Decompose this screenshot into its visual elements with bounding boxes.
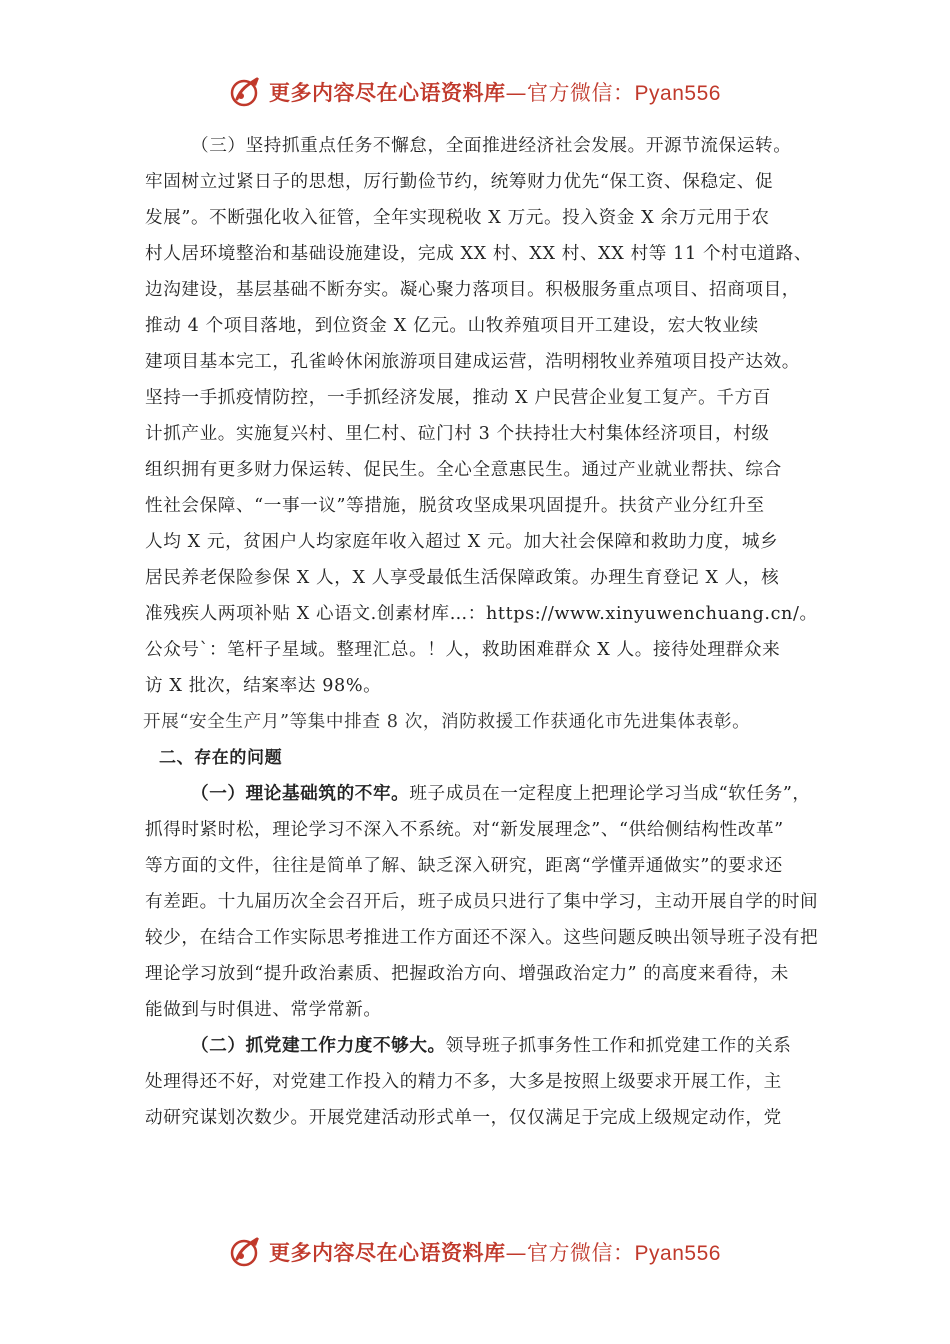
text-line: 抓得时紧时松，理论学习不深入不系统。对“新发展理念”、“供给侧结构性改革”	[145, 820, 784, 840]
text-line: 理论学习放到“提升政治素质、把握政治方向、增强政治定力” 的高度来看待，未	[145, 964, 789, 984]
text-line: 推动 4 个项目落地，到位资金 X 亿元。山牧养殖项目开工建设，宏大牧业续	[145, 316, 759, 336]
paragraph-lead-title	[191, 784, 409, 804]
document-body	[145, 128, 835, 1136]
brand-logo-icon	[229, 75, 263, 109]
watermark-text	[269, 77, 721, 107]
watermark-separator: —	[505, 81, 528, 105]
section-heading: 二、存在的问题	[159, 748, 283, 768]
text-line: （三）坚持抓重点任务不懈怠，全面推进经济社会发展。开源节流保运转。	[191, 136, 792, 156]
paragraph-title: 理论基础筑的不牢。	[245, 784, 410, 804]
paragraph-lead	[145, 776, 835, 812]
text-line: 能做到与时俱进、常学常新。	[145, 1000, 382, 1020]
watermark-text	[269, 1237, 721, 1267]
text-line: 发展”。不断强化收入征管，全年实现税收 X 万元。投入资金 X 余万元用于农	[145, 208, 770, 228]
text-line: 居民养老保险参保 X 人，X 人享受最低生活保障政策。办理生育登记 X 人，核	[145, 568, 780, 588]
text-line: 牢固树立过紧日子的思想，厉行勤俭节约，统筹财力优先“保工资、保稳定、促	[145, 172, 774, 192]
text-line: 边沟建设，基层基础不断夯实。凝心聚力落项目。积极服务重点项目、招商项目，	[145, 280, 800, 300]
text-line: 组织拥有更多财力保运转、促民生。全心全意惠民生。通过产业就业帮扶、综合	[145, 460, 782, 480]
watermark-footer	[0, 1232, 950, 1272]
watermark-id: Pyan556	[634, 82, 721, 105]
text-line: 动研究谋划次数少。开展党建活动形式单一，仅仅满足于完成上级规定动作，党	[145, 1108, 782, 1128]
text-line: 准残疾人两项补贴 X 心语文.创素材库…：https://www.xinyuwenchuang.cn/。	[145, 604, 818, 624]
text-line: 建项目基本完工，孔雀岭休闲旅游项目建成运营，浩明栩牧业养殖项目投产达效。	[145, 352, 800, 372]
paragraph-prefix: （二）	[191, 1036, 246, 1056]
watermark-contact: 官方微信：	[527, 81, 635, 105]
text-line: 等方面的文件，往往是简单了解、缺乏深入研究，距离“学懂弄通做实”的要求还	[145, 856, 783, 876]
text-line: 开展“安全生产月”等集中排查 8 次，消防救援工作获通化市先进集体表彰。	[143, 712, 751, 732]
text-line: 较少，在结合工作实际思考推进工作方面还不深入。这些问题反映出领导班子没有把	[145, 928, 819, 948]
text-line: 坚持一手抓疫情防控，一手抓经济发展，推动 X 户民营企业复工复产。千方百	[145, 388, 771, 408]
watermark-id: Pyan556	[634, 1242, 721, 1265]
paragraph-prefix: （一）	[191, 784, 246, 804]
watermark-header	[0, 72, 950, 112]
paragraph-text: 班子成员在一定程度上把理论学习当成“软任务”，	[409, 784, 811, 804]
text-line: 人均 X 元，贫困户人均家庭年收入超过 X 元。加大社会保障和救助力度，城乡	[145, 532, 779, 552]
watermark-contact: 官方微信：	[527, 1241, 635, 1265]
text-line: 公众号`：笔杆子星域。整理汇总。！人，救助困难群众 X 人。接待处理群众来	[145, 640, 781, 660]
watermark-separator: —	[505, 1241, 528, 1265]
text-line: 访 X 批次，结案率达 98%。	[145, 676, 382, 696]
text-line: 计抓产业。实施复兴村、里仁村、砬门村 3 个扶持壮大村集体经济项目，村级	[145, 424, 770, 444]
text-line: 处理得还不好，对党建工作投入的精力不多，大多是按照上级要求开展工作，主	[145, 1072, 782, 1092]
text-line: 性社会保障、“一事一议”等措施，脱贫攻坚成果巩固提升。扶贫产业分红升至	[145, 496, 765, 516]
paragraph-text: 领导班子抓事务性工作和抓党建工作的关系	[445, 1036, 792, 1056]
text-line: 有差距。十九届历次全会召开后，班子成员只进行了集中学习，主动开展自学的时间	[145, 892, 819, 912]
brand-logo-icon	[229, 1235, 263, 1269]
watermark-brand: 更多内容尽在心语资料库	[269, 81, 506, 105]
text-line: 村人居环境整治和基础设施建设，完成 XX 村、XX 村、XX 村等 11 个村屯道路、	[145, 244, 813, 264]
paragraph-lead	[145, 1028, 835, 1064]
paragraph-lead-title	[191, 1036, 446, 1056]
paragraph-title: 抓党建工作力度不够大。	[245, 1036, 446, 1056]
watermark-brand: 更多内容尽在心语资料库	[269, 1241, 506, 1265]
